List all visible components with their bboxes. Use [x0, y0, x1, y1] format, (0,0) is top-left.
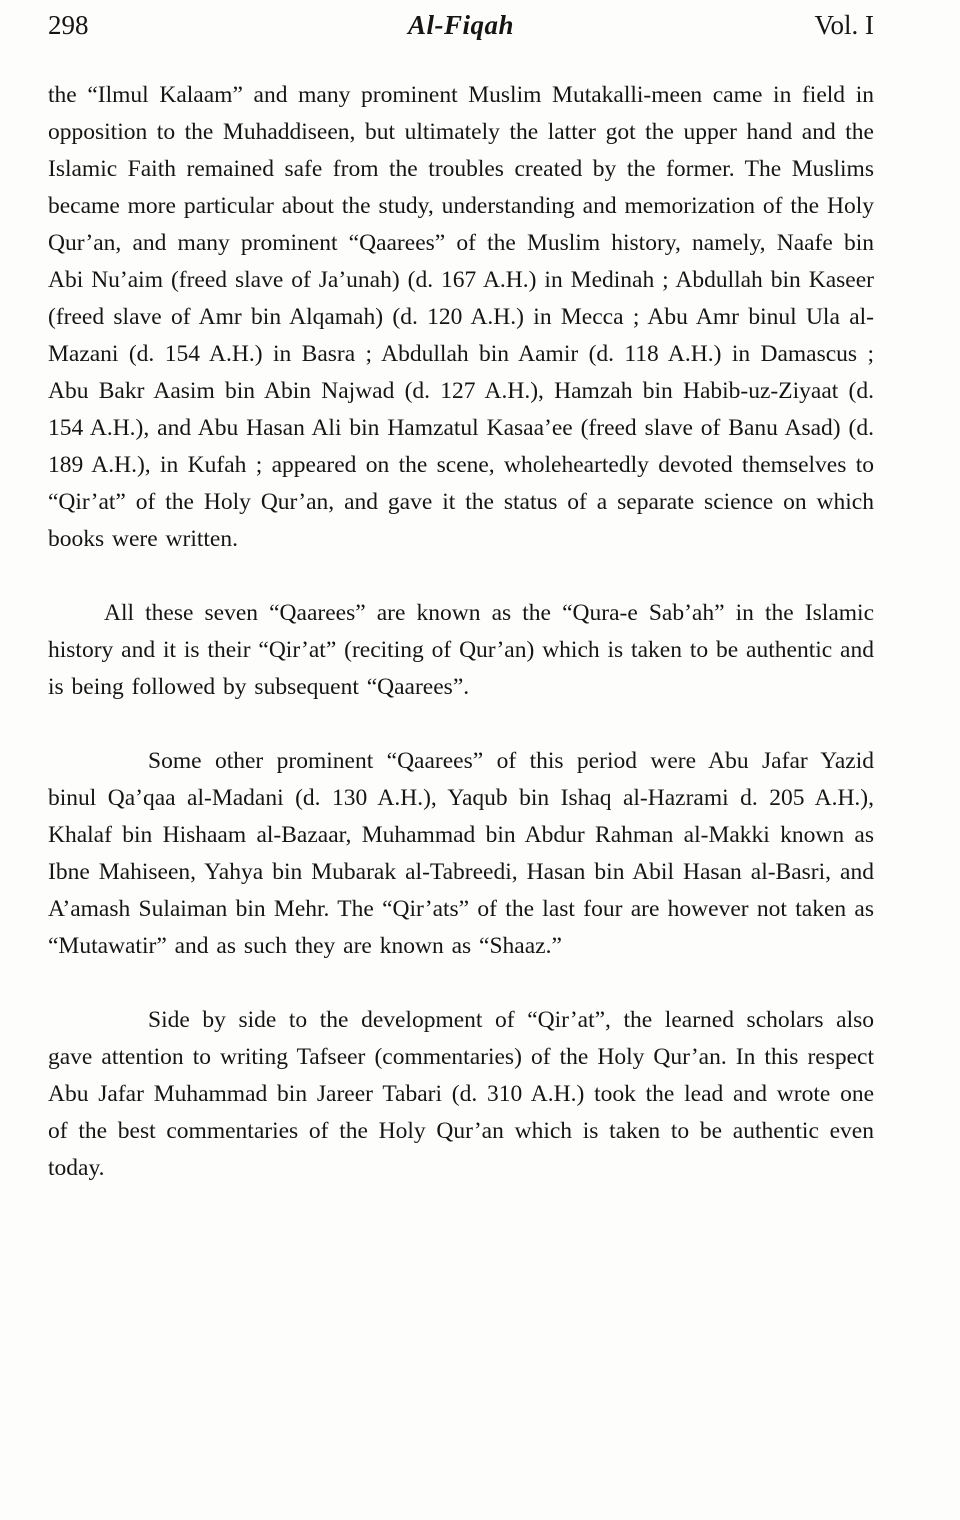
paragraph: Some other prominent “Qaarees” of this period were Abu Jafar Yazid binul Qa’qaa al-Madani (d. 130 A.H.), Yaqub bin Ishaq al-Hazrami d. 205 A.H.), Khalaf bin Hishaam al-Bazaar, Muhammad bin Abdur Rahman al-Makki known as Ibne Mahiseen, Yahya bin Mubarak al-Tabreedi, Hasan bin Abil Hasan al-Basri, and A’amash Sulaiman bin Mehr. The “Qir’ats” of the last four are however not taken as “Mutawatir” and as such they are known as “Shaaz.” — [48, 748, 874, 959]
paragraph: All these seven “Qaarees” are known as the “Qura-e Sab’ah” in the Islamic history and it is their “Qir’at” (reciting of Qur’an) which is taken to be authentic and is being followed by subsequent “Qaarees”. — [48, 600, 874, 700]
page-header — [48, 10, 874, 41]
paragraph: the “Ilmul Kalaam” and many prominent Muslim Mutakalli-meen came in field in opposition to the Muhaddiseen, but ultimately the latter got the upper hand and the Islamic Faith remained safe from the troubles created by the former. The Muslims became more particular about the study, understanding and memorization of the Holy Qur’an, and many prominent “Qaarees” of the Muslim history, namely, Naafe bin Abi Nu’aim (freed slave of Ja’unah) (d. 167 A.H.) in Medinah ; Abdullah bin Kaseer (freed slave of Amr bin Alqamah) (d. 120 A.H.) in Mecca ; Abu Amr binul Ula al-Mazani (d. 154 A.H.) in Basra ; Abdullah bin Aamir (d. 118 A.H.) in Damascus ; Abu Bakr Aasim bin Abin Najwad (d. 127 A.H.), Hamzah bin Habib-uz-Ziyaat (d. 154 A.H.), and Abu Hasan Ali bin Hamzatul Kasaa’ee (freed slave of Banu Asad) (d. 189 A.H.), in Kufah ; appeared on the scene, wholeheartedly devoted themselves to “Qir’at” of the Holy Qur’an, and gave it the status of a separate science on which books were written. — [48, 82, 874, 552]
page-number: 298 — [48, 10, 89, 40]
paragraph: Side by side to the development of “Qir’at”, the learned scholars also gave attention to writing Tafseer (commentaries) of the Holy Qur’an. In this respect Abu Jafar Muhammad bin Jareer Tabari (d. 310 A.H.) took the lead and wrote one of the best commentaries of the Holy Qur’an which is taken to be authentic even today. — [48, 1007, 874, 1181]
page-body — [48, 77, 874, 1187]
book-title: Al-Fiqah — [407, 10, 515, 40]
volume-label: Vol. I — [814, 10, 874, 40]
